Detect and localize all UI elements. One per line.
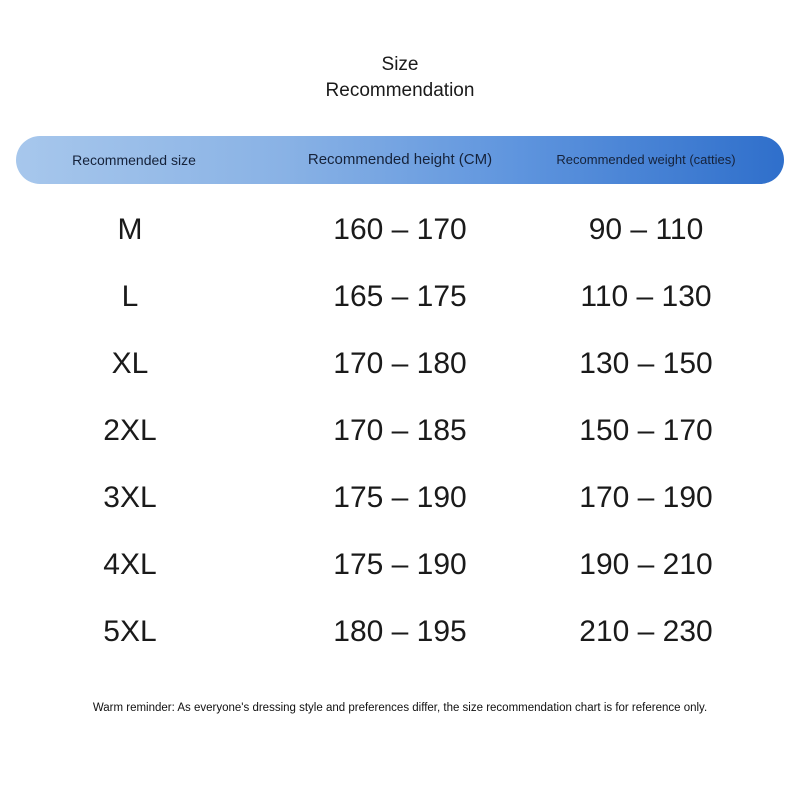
- warm-reminder-note: Warm reminder: As everyone's dressing style and preferences differ, the size recommendation chart is for reference only.: [92, 702, 708, 714]
- weight-cell: 190 – 210: [579, 548, 713, 581]
- table-header-bar: [16, 136, 784, 184]
- size-cell: 4XL: [103, 548, 157, 581]
- page-title: [0, 52, 800, 104]
- height-cell: 175 – 190: [333, 481, 467, 514]
- height-cell: 180 – 195: [333, 615, 467, 648]
- size-cell: 2XL: [103, 414, 157, 447]
- weight-cell: 110 – 130: [580, 280, 712, 313]
- size-cell: M: [117, 213, 143, 246]
- height-cell: 170 – 180: [333, 347, 467, 380]
- height-cell: 175 – 190: [333, 548, 467, 581]
- table-row: [0, 598, 800, 665]
- size-cell: XL: [111, 347, 149, 380]
- size-cell: 5XL: [103, 615, 157, 648]
- table-row: [0, 531, 800, 598]
- header-recommended-weight: Recommended weight (catties): [556, 152, 736, 167]
- height-cell: 165 – 175: [333, 280, 467, 313]
- size-cell: 3XL: [103, 481, 157, 514]
- weight-cell: 150 – 170: [579, 414, 713, 447]
- table-row: [0, 196, 800, 263]
- height-cell: 170 – 185: [333, 414, 467, 447]
- table-row: [0, 330, 800, 397]
- header-recommended-size: Recommended size: [72, 152, 196, 168]
- table-row: [0, 464, 800, 531]
- header-recommended-height: Recommended height (CM): [307, 151, 493, 168]
- title-line-recommendation: Recommendation: [325, 80, 475, 101]
- weight-cell: 90 – 110: [588, 213, 704, 246]
- weight-cell: 130 – 150: [579, 347, 713, 380]
- size-table-body: [0, 196, 800, 665]
- size-cell: L: [121, 280, 139, 313]
- table-row: [0, 397, 800, 464]
- height-cell: 160 – 170: [333, 213, 467, 246]
- table-row: [0, 263, 800, 330]
- weight-cell: 210 – 230: [579, 615, 713, 648]
- title-line-size: Size: [381, 54, 419, 75]
- weight-cell: 170 – 190: [579, 481, 713, 514]
